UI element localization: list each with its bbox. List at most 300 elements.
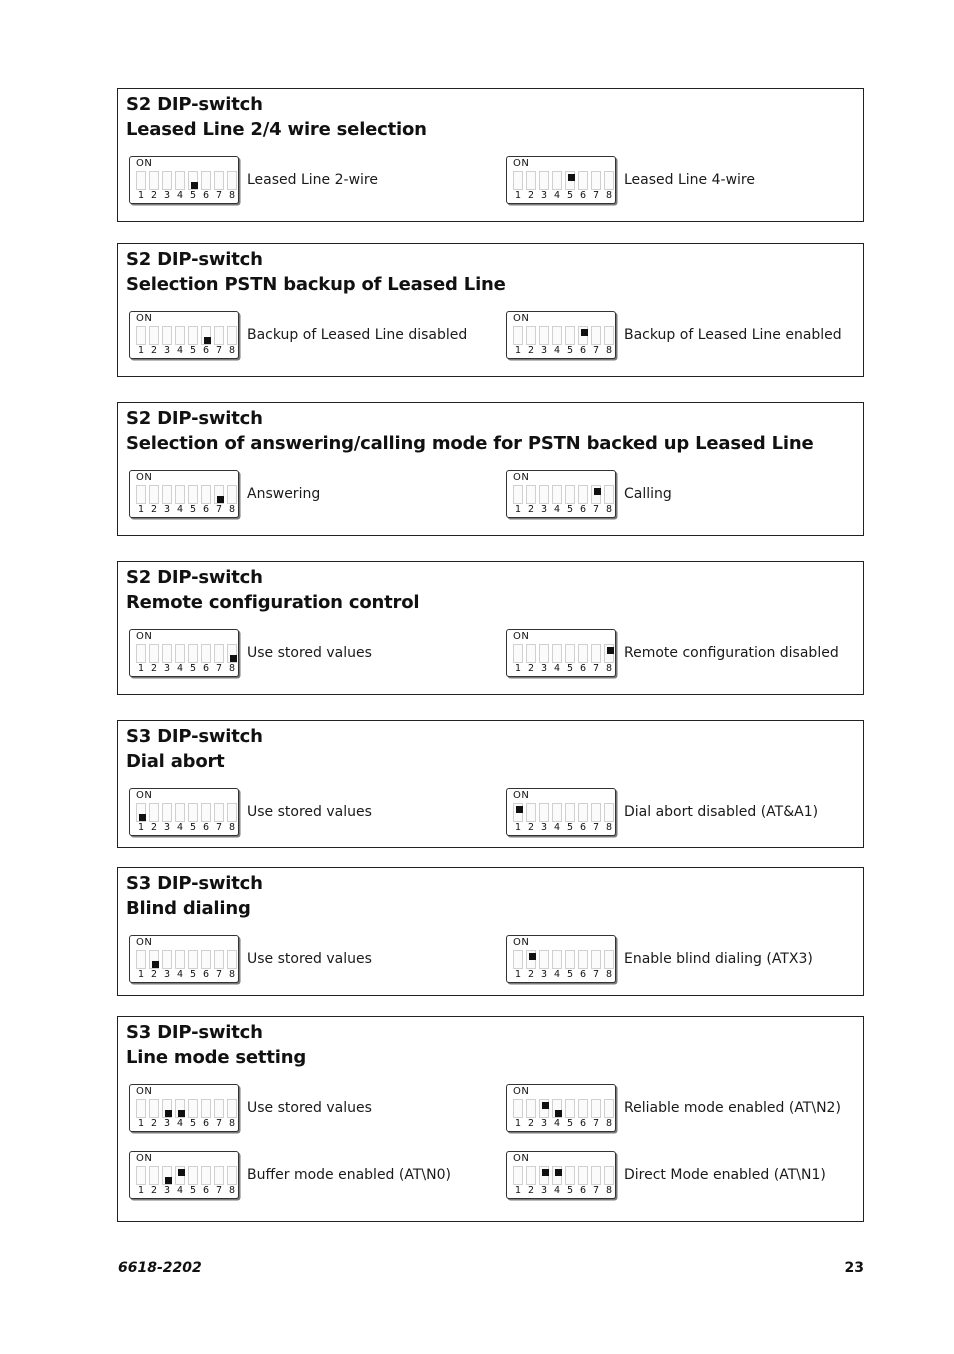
- dip-switch-slot-2: [526, 1166, 536, 1185]
- dip-switch-slot-1: [136, 1166, 146, 1185]
- option-label: Use stored values: [247, 951, 372, 967]
- dip-switch-number: 4: [553, 663, 561, 674]
- dip-switch-slot-5: [188, 171, 198, 190]
- dip-switch-diagram: [129, 470, 239, 518]
- option-label: Use stored values: [247, 804, 372, 820]
- dip-switch-slot-7: [214, 485, 224, 504]
- dip-on-label: ON: [513, 937, 530, 948]
- dip-switch-slot-5: [565, 485, 575, 504]
- dip-switch-number: 3: [163, 504, 171, 515]
- dip-switch-number: 5: [566, 822, 574, 833]
- dip-switch-number: 6: [579, 969, 587, 980]
- dip-switch-slot-3: [539, 950, 549, 969]
- dip-switch-slot-8: [604, 485, 614, 504]
- section-subtitle: Blind dialing: [126, 897, 251, 919]
- dip-switch-number: 3: [163, 1118, 171, 1129]
- dip-switch-slot-2: [526, 803, 536, 822]
- dip-switch-number: 7: [592, 345, 600, 356]
- dip-switch-number: 2: [150, 969, 158, 980]
- dip-switch-number: 7: [215, 345, 223, 356]
- dip-switch-knob-up: [542, 1102, 549, 1109]
- dip-switch-diagram: [506, 1084, 616, 1132]
- option-label: Remote configuration disabled: [624, 645, 839, 661]
- section-heading: [126, 566, 419, 615]
- dip-switch-knob-down: [230, 655, 237, 662]
- dip-on-label: ON: [513, 1086, 530, 1097]
- dip-on-label: ON: [513, 1153, 530, 1164]
- section-subtitle: Selection of answering/calling mode for PSTN backed up Leased Line: [126, 432, 814, 454]
- dip-switch-slot-7: [591, 644, 601, 663]
- dip-switch-diagram: [129, 156, 239, 204]
- dip-switch-slot-8: [604, 1166, 614, 1185]
- dip-switch-slot-6: [578, 644, 588, 663]
- dip-switch-number: 3: [540, 663, 548, 674]
- dip-switch-slot-4: [175, 485, 185, 504]
- section-title: S3 DIP-switch: [126, 873, 263, 894]
- dip-switch-number: 4: [176, 504, 184, 515]
- dip-switch-number: 3: [163, 345, 171, 356]
- dip-switch-slot-2: [149, 803, 159, 822]
- dip-switch-slot-3: [539, 485, 549, 504]
- dip-switch-number: 8: [605, 969, 613, 980]
- dip-switch-number: 4: [553, 345, 561, 356]
- dip-switch-number: 2: [150, 1118, 158, 1129]
- dip-switch-slot-7: [214, 803, 224, 822]
- dip-switch-slot-5: [565, 803, 575, 822]
- dip-switch-number: 7: [215, 190, 223, 201]
- dip-switch-diagram: [129, 935, 239, 983]
- dip-switch-number: 2: [527, 1118, 535, 1129]
- dip-switch-slot-7: [214, 1099, 224, 1118]
- dip-switch-slot-5: [565, 326, 575, 345]
- section-subtitle: Line mode setting: [126, 1046, 307, 1068]
- dip-switch-slot-7: [214, 326, 224, 345]
- option-label: Backup of Leased Line enabled: [624, 327, 842, 343]
- dip-switch-slot-1: [513, 803, 523, 822]
- dip-switch-slot-2: [149, 485, 159, 504]
- dip-switch-slot-5: [565, 950, 575, 969]
- dip-switch-number: 6: [202, 190, 210, 201]
- section-subtitle: Leased Line 2/4 wire selection: [126, 118, 427, 140]
- dip-switch-slot-3: [539, 326, 549, 345]
- dip-switch-slot-3: [162, 644, 172, 663]
- dip-switch-slot-8: [604, 171, 614, 190]
- dip-switch-knob-down: [217, 496, 224, 503]
- dip-switch-slot-1: [136, 1099, 146, 1118]
- dip-switch-number: 4: [553, 822, 561, 833]
- dip-switch-slot-7: [214, 950, 224, 969]
- option-label: Calling: [624, 486, 672, 502]
- dip-switch-slot-8: [604, 644, 614, 663]
- dip-switch-number: 2: [527, 969, 535, 980]
- dip-switch-number: 8: [228, 969, 236, 980]
- dip-switch-number: 8: [228, 345, 236, 356]
- dip-switch-slot-6: [201, 1166, 211, 1185]
- dip-switch-slot-8: [604, 950, 614, 969]
- dip-switch-number: 7: [215, 504, 223, 515]
- dip-switch-number: 6: [202, 1118, 210, 1129]
- section-pstn-backup: [117, 243, 864, 377]
- dip-switch-number: 2: [527, 822, 535, 833]
- dip-switch-slot-6: [578, 485, 588, 504]
- dip-switch-slot-7: [591, 485, 601, 504]
- dip-switch-knob-up: [594, 488, 601, 495]
- dip-switch-number: 1: [137, 1118, 145, 1129]
- section-dial-abort: [117, 720, 864, 848]
- section-subtitle: Dial abort: [126, 750, 225, 772]
- dip-switch-number: 5: [189, 345, 197, 356]
- dip-switch-number: 6: [579, 663, 587, 674]
- dip-switch-knob-up: [607, 647, 614, 654]
- dip-switch-slot-3: [539, 644, 549, 663]
- dip-on-label: ON: [136, 1153, 153, 1164]
- dip-switch-number: 4: [553, 969, 561, 980]
- dip-switch-number: 7: [215, 822, 223, 833]
- dip-switch-number: 4: [176, 822, 184, 833]
- dip-switch-knob-down: [178, 1110, 185, 1117]
- section-title: S2 DIP-switch: [126, 408, 263, 429]
- dip-switch-number: 3: [540, 822, 548, 833]
- dip-switch-slot-2: [149, 171, 159, 190]
- dip-on-label: ON: [136, 1086, 153, 1097]
- dip-switch-slot-3: [539, 1166, 549, 1185]
- dip-switch-number: 8: [228, 504, 236, 515]
- option-label: Leased Line 4-wire: [624, 172, 755, 188]
- dip-switch-number: 6: [202, 1185, 210, 1196]
- dip-switch-slot-6: [201, 485, 211, 504]
- section-subtitle: Remote configuration control: [126, 591, 420, 613]
- dip-switch-number: 5: [189, 663, 197, 674]
- dip-switch-number: 8: [605, 1185, 613, 1196]
- dip-switch-slot-1: [136, 171, 146, 190]
- dip-switch-slot-1: [513, 950, 523, 969]
- dip-switch-slot-6: [578, 171, 588, 190]
- dip-switch-diagram: [129, 1151, 239, 1199]
- option-label: Answering: [247, 486, 321, 502]
- dip-switch-slot-3: [162, 485, 172, 504]
- section-answer-call-mode: [117, 402, 864, 536]
- dip-switch-number: 2: [527, 190, 535, 201]
- dip-switch-slot-4: [175, 803, 185, 822]
- dip-switch-diagram: [506, 156, 616, 204]
- dip-switch-slot-4: [175, 171, 185, 190]
- dip-switch-slot-8: [227, 1099, 237, 1118]
- dip-on-label: ON: [136, 631, 153, 642]
- dip-switch-slot-4: [552, 485, 562, 504]
- option-label: Backup of Leased Line disabled: [247, 327, 468, 343]
- dip-switch-number: 3: [540, 504, 548, 515]
- dip-switch-number: 2: [150, 1185, 158, 1196]
- dip-switch-number: 4: [553, 1118, 561, 1129]
- dip-switch-diagram: [506, 629, 616, 677]
- dip-switch-slot-7: [591, 171, 601, 190]
- section-leased-line-wire: [117, 88, 864, 222]
- dip-switch-number: 5: [566, 1185, 574, 1196]
- dip-switch-slot-5: [188, 1166, 198, 1185]
- dip-switch-slot-8: [227, 644, 237, 663]
- option-label: Enable blind dialing (ATX3): [624, 951, 813, 967]
- dip-switch-number: 1: [137, 1185, 145, 1196]
- dip-switch-number: 1: [137, 345, 145, 356]
- dip-switch-slot-7: [591, 1166, 601, 1185]
- dip-switch-number: 5: [566, 345, 574, 356]
- dip-switch-number: 7: [592, 969, 600, 980]
- dip-switch-knob-up: [568, 174, 575, 181]
- dip-switch-number: 6: [202, 345, 210, 356]
- dip-switch-number: 3: [163, 1185, 171, 1196]
- dip-switch-slot-8: [604, 1099, 614, 1118]
- dip-switch-number: 8: [228, 1118, 236, 1129]
- dip-switch-slot-5: [188, 485, 198, 504]
- dip-on-label: ON: [136, 313, 153, 324]
- dip-switch-slot-3: [162, 326, 172, 345]
- dip-switch-slot-7: [591, 1099, 601, 1118]
- dip-switch-number: 6: [202, 663, 210, 674]
- dip-switch-slot-5: [188, 644, 198, 663]
- option-label: Direct Mode enabled (AT\N1): [624, 1167, 826, 1183]
- dip-switch-number: 5: [189, 969, 197, 980]
- dip-switch-number: 7: [215, 1118, 223, 1129]
- dip-switch-diagram: [506, 311, 616, 359]
- dip-switch-slot-5: [188, 950, 198, 969]
- section-heading: [126, 872, 263, 921]
- dip-switch-number: 6: [202, 504, 210, 515]
- dip-switch-number: 5: [566, 190, 574, 201]
- dip-switch-number: 8: [228, 1185, 236, 1196]
- dip-switch-slot-2: [526, 326, 536, 345]
- dip-switch-number: 8: [605, 1118, 613, 1129]
- dip-switch-number: 1: [514, 969, 522, 980]
- dip-switch-number: 2: [150, 663, 158, 674]
- dip-switch-number: 2: [150, 504, 158, 515]
- dip-switch-slot-3: [162, 950, 172, 969]
- dip-switch-slot-3: [162, 171, 172, 190]
- dip-switch-slot-4: [175, 1099, 185, 1118]
- dip-switch-slot-4: [175, 950, 185, 969]
- section-line-mode: [117, 1016, 864, 1222]
- section-heading: [126, 725, 263, 774]
- dip-switch-number: 1: [514, 1185, 522, 1196]
- dip-switch-diagram: [129, 1084, 239, 1132]
- section-heading: [126, 93, 427, 142]
- dip-switch-slot-6: [578, 803, 588, 822]
- dip-switch-slot-3: [539, 1099, 549, 1118]
- dip-switch-number: 1: [137, 663, 145, 674]
- dip-switch-knob-down: [165, 1110, 172, 1117]
- option-label: Reliable mode enabled (AT\N2): [624, 1100, 841, 1116]
- section-title: S2 DIP-switch: [126, 567, 263, 588]
- dip-switch-number: 8: [228, 190, 236, 201]
- dip-switch-slot-5: [565, 1166, 575, 1185]
- dip-switch-knob-down: [555, 1110, 562, 1117]
- dip-switch-slot-6: [578, 1166, 588, 1185]
- dip-switch-slot-4: [552, 1099, 562, 1118]
- dip-switch-slot-2: [149, 950, 159, 969]
- dip-switch-slot-3: [162, 803, 172, 822]
- dip-switch-slot-6: [578, 950, 588, 969]
- dip-switch-slot-8: [227, 1166, 237, 1185]
- dip-switch-number: 4: [553, 504, 561, 515]
- dip-switch-slot-1: [136, 485, 146, 504]
- dip-switch-number: 6: [579, 1118, 587, 1129]
- dip-switch-number: 7: [592, 1118, 600, 1129]
- dip-switch-number: 7: [592, 822, 600, 833]
- dip-switch-slot-7: [591, 803, 601, 822]
- dip-switch-number: 1: [514, 190, 522, 201]
- dip-switch-slot-1: [136, 950, 146, 969]
- dip-switch-number: 6: [202, 822, 210, 833]
- section-remote-config: [117, 561, 864, 695]
- dip-switch-slot-6: [201, 803, 211, 822]
- dip-switch-slot-7: [214, 644, 224, 663]
- dip-switch-number: 1: [137, 190, 145, 201]
- dip-switch-slot-5: [565, 644, 575, 663]
- dip-switch-number: 5: [566, 1118, 574, 1129]
- dip-switch-slot-6: [578, 326, 588, 345]
- option-label: Use stored values: [247, 1100, 372, 1116]
- dip-switch-slot-2: [149, 1099, 159, 1118]
- section-subtitle: Selection PSTN backup of Leased Line: [126, 273, 506, 295]
- dip-switch-number: 1: [137, 969, 145, 980]
- dip-switch-slot-3: [539, 803, 549, 822]
- dip-switch-number: 8: [605, 345, 613, 356]
- dip-switch-number: 8: [605, 663, 613, 674]
- section-heading: [126, 1021, 306, 1070]
- dip-switch-diagram: [506, 788, 616, 836]
- dip-switch-slot-1: [136, 644, 146, 663]
- dip-switch-knob-up: [555, 1169, 562, 1176]
- dip-switch-number: 8: [228, 822, 236, 833]
- section-title: S2 DIP-switch: [126, 94, 263, 115]
- dip-switch-slot-6: [201, 950, 211, 969]
- dip-switch-slot-4: [552, 171, 562, 190]
- dip-switch-slot-2: [149, 326, 159, 345]
- dip-switch-slot-5: [565, 171, 575, 190]
- dip-switch-number: 4: [176, 190, 184, 201]
- dip-switch-knob-down: [191, 182, 198, 189]
- dip-switch-diagram: [129, 629, 239, 677]
- dip-switch-slot-1: [513, 326, 523, 345]
- dip-switch-slot-6: [201, 1099, 211, 1118]
- dip-switch-number: 4: [176, 1118, 184, 1129]
- dip-switch-number: 5: [189, 504, 197, 515]
- dip-switch-diagram: [506, 470, 616, 518]
- dip-switch-slot-4: [175, 644, 185, 663]
- dip-switch-number: 3: [540, 345, 548, 356]
- dip-switch-number: 3: [540, 190, 548, 201]
- dip-switch-slot-2: [526, 171, 536, 190]
- dip-switch-slot-2: [526, 644, 536, 663]
- dip-switch-number: 6: [579, 822, 587, 833]
- dip-switch-knob-down: [139, 814, 146, 821]
- dip-switch-number: 7: [592, 1185, 600, 1196]
- dip-switch-number: 1: [514, 345, 522, 356]
- dip-switch-slot-7: [214, 171, 224, 190]
- dip-switch-number: 7: [215, 1185, 223, 1196]
- dip-on-label: ON: [513, 472, 530, 483]
- dip-switch-number: 1: [514, 663, 522, 674]
- section-title: S2 DIP-switch: [126, 249, 263, 270]
- dip-switch-knob-down: [152, 961, 159, 968]
- dip-switch-slot-2: [526, 485, 536, 504]
- dip-switch-number: 2: [527, 345, 535, 356]
- dip-switch-slot-3: [162, 1099, 172, 1118]
- dip-switch-number: 3: [540, 1118, 548, 1129]
- page-number: 23: [844, 1260, 864, 1276]
- dip-switch-number: 7: [592, 504, 600, 515]
- dip-switch-slot-8: [227, 485, 237, 504]
- dip-switch-number: 7: [215, 663, 223, 674]
- dip-switch-diagram: [129, 311, 239, 359]
- dip-switch-knob-up: [178, 1169, 185, 1176]
- dip-switch-number: 6: [579, 345, 587, 356]
- dip-switch-slot-4: [175, 1166, 185, 1185]
- dip-switch-slot-8: [227, 326, 237, 345]
- dip-switch-number: 5: [189, 822, 197, 833]
- section-title: S3 DIP-switch: [126, 726, 263, 747]
- dip-switch-number: 8: [605, 504, 613, 515]
- dip-switch-knob-up: [581, 329, 588, 336]
- dip-switch-slot-2: [526, 950, 536, 969]
- dip-switch-knob-down: [165, 1177, 172, 1184]
- dip-switch-slot-5: [188, 326, 198, 345]
- dip-switch-slot-1: [513, 171, 523, 190]
- dip-on-label: ON: [513, 313, 530, 324]
- dip-switch-number: 8: [605, 190, 613, 201]
- dip-on-label: ON: [513, 631, 530, 642]
- dip-switch-slot-8: [227, 171, 237, 190]
- dip-switch-number: 7: [215, 969, 223, 980]
- dip-switch-slot-1: [513, 644, 523, 663]
- dip-switch-slot-2: [149, 1166, 159, 1185]
- dip-switch-slot-4: [552, 1166, 562, 1185]
- section-heading: [126, 407, 814, 456]
- dip-switch-slot-1: [513, 485, 523, 504]
- dip-switch-number: 1: [137, 504, 145, 515]
- dip-switch-slot-1: [136, 803, 146, 822]
- dip-switch-number: 3: [163, 663, 171, 674]
- dip-switch-slot-5: [188, 803, 198, 822]
- dip-switch-number: 7: [592, 663, 600, 674]
- dip-switch-slot-5: [188, 1099, 198, 1118]
- dip-switch-slot-4: [552, 326, 562, 345]
- dip-switch-number: 6: [202, 969, 210, 980]
- document-number: 6618-2202: [118, 1260, 202, 1276]
- dip-switch-number: 4: [176, 969, 184, 980]
- dip-switch-diagram: [506, 1151, 616, 1199]
- dip-switch-number: 3: [540, 969, 548, 980]
- dip-on-label: ON: [136, 472, 153, 483]
- dip-switch-slot-3: [539, 171, 549, 190]
- dip-switch-slot-3: [162, 1166, 172, 1185]
- dip-switch-slot-5: [565, 1099, 575, 1118]
- dip-switch-slot-8: [604, 803, 614, 822]
- dip-switch-slot-6: [578, 1099, 588, 1118]
- dip-switch-number: 1: [514, 504, 522, 515]
- dip-switch-number: 5: [566, 663, 574, 674]
- dip-switch-slot-6: [201, 171, 211, 190]
- dip-switch-slot-8: [604, 326, 614, 345]
- dip-switch-number: 5: [189, 1185, 197, 1196]
- dip-switch-number: 1: [514, 1118, 522, 1129]
- dip-switch-number: 5: [566, 969, 574, 980]
- dip-on-label: ON: [136, 790, 153, 801]
- dip-switch-slot-2: [149, 644, 159, 663]
- dip-switch-number: 8: [228, 663, 236, 674]
- dip-switch-slot-6: [201, 644, 211, 663]
- dip-switch-number: 1: [514, 822, 522, 833]
- dip-on-label: ON: [136, 937, 153, 948]
